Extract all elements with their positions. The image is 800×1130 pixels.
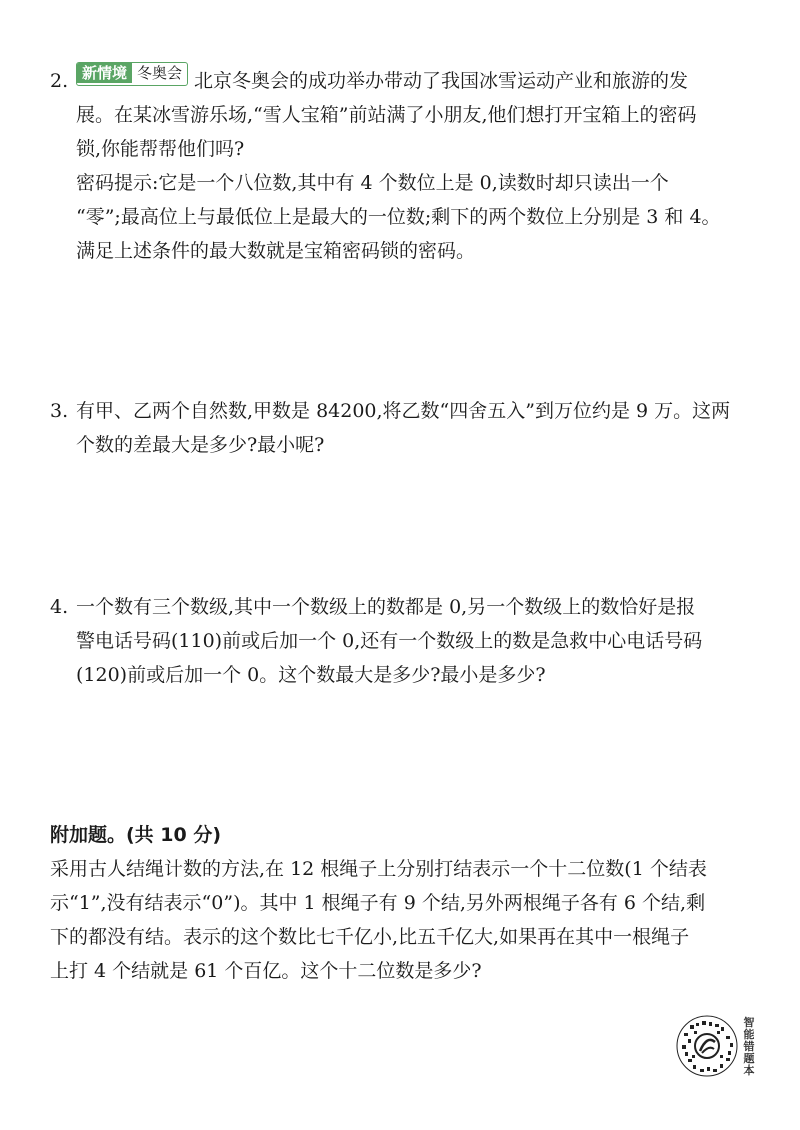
qr-code-icon[interactable]	[676, 1015, 738, 1077]
password-hint-line-1: 密码提示:它是一个八位数,其中有 4 个数位上是 0,读数时却只读出一个	[76, 172, 669, 194]
bonus-line-2: 示“1”,没有结表示“0”)。其中 1 根绳子有 9 个结,另外两根绳子各有 6 个结,剩	[50, 892, 706, 914]
tag-category: 新情境	[77, 63, 132, 83]
bonus-line-1: 采用古人结绳计数的方法,在 12 根绳子上分别打结表示一个十二位数(1 个结表	[50, 858, 707, 880]
qr-label: 智能错题本	[743, 1016, 755, 1077]
question-4	[50, 590, 755, 692]
bonus-title: 附加题。(共 10 分)	[50, 824, 222, 846]
question-2-line-2: 展。在某冰雪游乐场,“雪人宝箱”前站满了小朋友,他们想打开宝箱上的密码	[76, 104, 697, 126]
question-2-text: 北京冬奥会的成功举办带动了我国冰雪运动产业和旅游的发	[194, 70, 689, 92]
question-3	[50, 394, 755, 462]
tag-topic: 冬奥会	[137, 64, 183, 82]
scenario-tag	[76, 62, 188, 86]
password-hint-line-3: 满足上述条件的最大数就是宝箱密码锁的密码。	[76, 240, 476, 262]
question-2-line-1	[50, 62, 755, 98]
bonus-line-4: 上打 4 个结就是 61 个百亿。这个十二位数是多少?	[50, 960, 482, 982]
question-3-line-1	[50, 394, 755, 428]
question-4-line-1	[50, 590, 755, 624]
question-4-line-2: 警电话号码(110)前或后加一个 0,还有一个数级上的数是急救中心电话号码	[76, 630, 703, 652]
question-4-line-3: (120)前或后加一个 0。这个数最大是多少?最小是多少?	[76, 664, 546, 686]
question-4-text: 一个数有三个数级,其中一个数级上的数都是 0,另一个数级上的数恰好是报	[76, 596, 696, 618]
bonus-question	[50, 818, 755, 988]
question-4-number: 4.	[50, 596, 69, 618]
question-3-line-2: 个数的差最大是多少?最小呢?	[76, 434, 325, 456]
bonus-line-3: 下的都没有结。表示的这个数比七千亿小,比五千亿大,如果再在其中一根绳子	[50, 926, 690, 948]
question-2-line-3: 锁,你能帮帮他们吗?	[76, 138, 245, 160]
password-hint-line-2: “零”;最高位上与最低位上是最大的一位数;剩下的两个数位上分别是 3 和 4。	[76, 206, 721, 228]
question-3-number: 3.	[50, 400, 69, 422]
question-3-text: 有甲、乙两个自然数,甲数是 84200,将乙数“四舍五入”到万位约是 9 万。这两	[76, 400, 731, 422]
question-2-number: 2.	[50, 70, 69, 92]
question-2	[50, 62, 755, 268]
